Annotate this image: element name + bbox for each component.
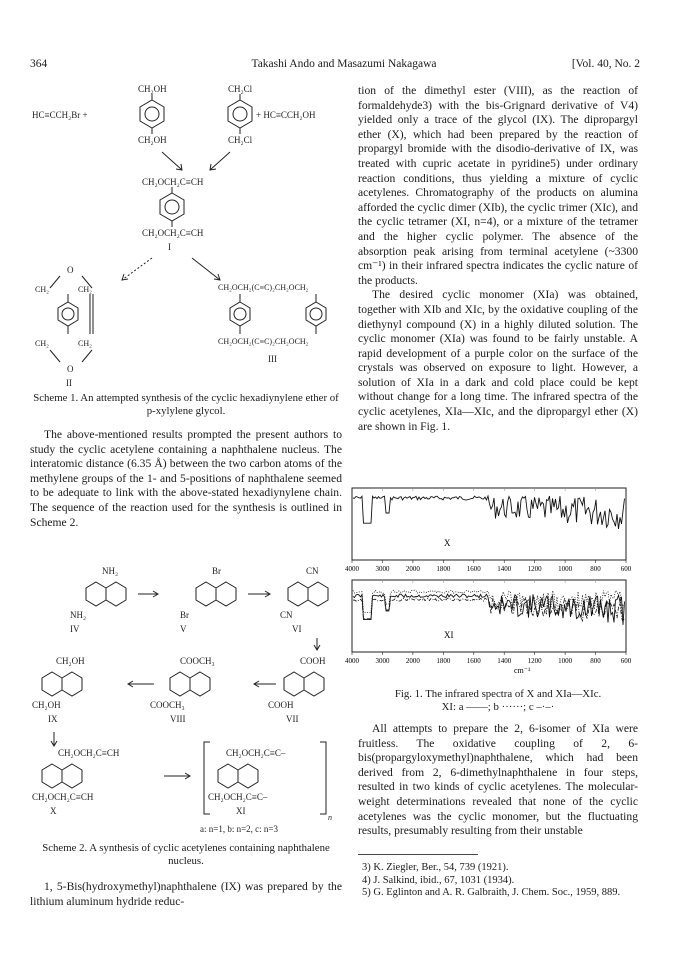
axis-unit: cm⁻¹	[514, 666, 531, 675]
sub-bottom-left: CH₂OH	[138, 135, 167, 145]
lower-left-paragraph	[30, 880, 342, 909]
arrow-to-I-right	[210, 152, 230, 170]
VI-top: CN	[306, 566, 319, 576]
II-ch2-2: CH₂	[78, 285, 92, 294]
axis-ticks-X	[345, 560, 632, 573]
label-VII: VII	[286, 714, 299, 724]
axis-tick-label: 1000	[558, 565, 573, 573]
arrow-to-I-left	[162, 152, 182, 170]
II-ch2-4: CH₂	[78, 339, 92, 348]
label-VI: VI	[292, 624, 302, 634]
scheme2-diagram	[30, 560, 350, 838]
figure1-spectra	[345, 484, 638, 676]
reference-5: 5) G. Eglinton and A. R. Galbraith, J. Chem. Soc., 1959, 889.	[362, 887, 621, 898]
right-column-text	[358, 84, 638, 434]
axis-tick-label: 1200	[527, 565, 542, 573]
XI-top: CH₂OCH₂C≡C–	[226, 748, 286, 758]
axis-tick-label: 4000	[345, 657, 359, 665]
axis-tick-label: 1600	[466, 565, 481, 573]
figure1-caption	[358, 688, 638, 714]
II-ch2-3: CH₂	[35, 339, 49, 348]
volume-info: [Vol. 40, No. 2	[571, 58, 640, 70]
lower-left-paragraph-text: 1, 5-Bis(hydroxymethyl)naphthalene (IX) was prepared by the lithium aluminum hydride reduc-	[30, 880, 342, 908]
benzene-ring-II	[58, 302, 78, 326]
scheme2-caption: Scheme 2. A synthesis of cyclic acetylenes containing naphthalene nucleus.	[42, 842, 330, 867]
III-bottom-chain: CH₂OCH₂(C≡C)₂CH₂OCH₂	[218, 337, 309, 346]
naphthalene-VIII	[170, 672, 210, 696]
II-oxygen-top: O	[67, 265, 74, 275]
VIII-top: COOCH₃	[180, 656, 215, 666]
axis-tick-label: 600	[620, 657, 632, 665]
reagent-propargyl-bromide: HC≡CCH₂Br +	[32, 110, 88, 120]
dashed-arrow-to-II	[122, 258, 152, 280]
axis-tick-label: 800	[590, 565, 601, 573]
naphthalene-XI	[218, 764, 258, 788]
scheme1-caption: Scheme 1. An attempted synthesis of the cyclic hexadiynylene ether of p-xylylene glycol.	[33, 392, 339, 417]
sub-top-right: CH₂Cl	[228, 84, 253, 94]
sub-top-left: CH₂OH	[138, 84, 167, 94]
axis-tick-label: 2000	[405, 565, 420, 573]
label-VIII: VIII	[170, 714, 186, 724]
compound-label-III: III	[268, 354, 277, 364]
figure1-caption-line2: XI: a ——; b ······; c –·–·	[441, 701, 555, 713]
axis-tick-label: 1000	[558, 657, 573, 665]
spectrum-label-X: X	[444, 538, 451, 548]
naphthalene-IV	[86, 582, 126, 606]
axis-tick-label: 1800	[436, 565, 451, 573]
IV-bottom: NH₂	[70, 610, 87, 620]
naphthalene-VII	[284, 672, 324, 696]
compound-label-II: II	[66, 378, 72, 388]
bracket-left	[204, 742, 210, 814]
reagent-propargyl-alcohol: + HC≡CCH₂OH	[256, 110, 316, 120]
benzene-ring-III-left	[230, 302, 250, 326]
X-top: CH₂OCH₂C≡CH	[58, 748, 120, 758]
references	[362, 862, 638, 900]
spectrum-label-XI: XI	[444, 630, 454, 640]
intro-paragraph	[30, 428, 342, 530]
naphthalene-VI	[288, 582, 328, 606]
sub-bottom-right: CH₂Cl	[228, 135, 253, 145]
IV-top: NH₂	[102, 566, 119, 576]
II-oxygen-bottom: O	[67, 364, 74, 374]
V-top: Br	[212, 566, 221, 576]
running-authors: Takashi Ando and Masazumi Nakagawa	[251, 58, 437, 70]
V-bottom: Br	[180, 610, 189, 620]
VI-bottom: CN	[280, 610, 293, 620]
axis-tick-label: 1600	[466, 657, 481, 665]
naphthalene-X	[42, 764, 82, 788]
XI-bottom: CH₂OCH₂C≡C–	[208, 792, 268, 802]
axis-tick-label: 3000	[375, 657, 390, 665]
label-IX: IX	[48, 714, 58, 724]
axis-tick-label: 1400	[497, 657, 512, 665]
reference-3: 3) K. Ziegler, Ber., 54, 739 (1921).	[362, 862, 509, 873]
right-para-3: All attempts to prepare the 2, 6-isomer of XIa were fruitless. The oxidative coupling of 2, 6-bis(propargyloxymethyl)naphthalene, which had been derived from 2, 6-dimethylnaphthalene in four steps, resulted in two kinds of cyclic acetylenes. The molecular-weight determinations revealed that none of the cyclic acetylenes was the cyclic monomer, but the fluctuating results, presumably resulting from their unstable	[358, 722, 638, 838]
naphthalene-V	[196, 582, 236, 606]
label-XI: XI	[236, 806, 246, 816]
bracket-right	[320, 742, 326, 814]
benzene-ring-left	[140, 100, 164, 128]
axis-tick-label: 1800	[436, 657, 451, 665]
axis-tick-label: 800	[590, 657, 601, 665]
footnote-rule	[358, 854, 478, 855]
spectrum-X-frame	[352, 488, 626, 560]
page-number: 364	[30, 58, 48, 70]
IX-bottom: CH₂OH	[32, 700, 61, 710]
II-ch2-1: CH₂	[35, 285, 49, 294]
right-lower-paragraph	[358, 722, 638, 839]
scheme1-diagram	[30, 80, 350, 392]
VIII-bottom: COOCH₃	[150, 700, 185, 710]
benzene-ring-I	[160, 193, 184, 221]
III-top-chain: CH₂OCH₂(C≡C)₂CH₂OCH₂	[218, 283, 309, 292]
label-IV: IV	[70, 624, 80, 634]
axis-ticks-XI	[345, 652, 632, 665]
naphthalene-IX	[42, 672, 82, 696]
X-bottom: CH₂OCH₂C≡CH	[32, 792, 94, 802]
axis-tick-label: 2000	[405, 657, 420, 665]
compound-label-I: I	[168, 242, 171, 252]
axis-tick-label: 1400	[497, 565, 512, 573]
subscript-n: n	[328, 813, 332, 822]
axis-tick-label: 3000	[375, 565, 390, 573]
reference-4: 4) J. Salkind, ibid., 67, 1031 (1934).	[362, 874, 515, 886]
benzene-ring-III-right	[306, 302, 326, 326]
I-top-substituent: CH₂OCH₂C≡CH	[142, 177, 204, 187]
label-V: V	[180, 624, 187, 634]
axis-tick-label: 4000	[345, 565, 359, 573]
n-values: a: n=1, b: n=2, c: n=3	[200, 824, 278, 834]
benzene-ring-right	[228, 100, 252, 128]
axis-tick-label: 600	[620, 565, 632, 573]
IX-top: CH₂OH	[56, 656, 85, 666]
I-bottom-substituent: CH₂OCH₂C≡CH	[142, 228, 204, 238]
VII-top: COOH	[300, 656, 326, 666]
axis-tick-label: 1200	[527, 657, 542, 665]
figure1-caption-line1: Fig. 1. The infrared spectra of X and XIa—XIc.	[394, 688, 602, 700]
right-para-2: The desired cyclic monomer (XIa) was obtained, together with XIb and XIc, by the oxidative coupling of the diethynyl compound (X) in a highly diluted solution. The cyclic monomer (XIa) was found to be fairly unstable. A rapid development of a purple color on the surface of the crystals was observed on exposure to light. However, a solution of XIa in a dark and cold place could be kept without change for a long time. The infrared spectra of the cyclic acetylenes, XIa—XIc, and the dipropargyl ether (X) are shown in Fig. 1.	[358, 288, 638, 433]
spectrum-X-trace	[353, 496, 625, 529]
arrow-to-III	[192, 258, 220, 280]
VII-bottom: COOH	[268, 700, 294, 710]
right-para-1: tion of the dimethyl ester (VIII), as the reaction of formaldehyde3) with the bis-Grignard derivative of V4) yielded only a trace of the glycol (IX). The dipropargyl ether (X), which had been prepared by the reaction of propargyl bromide with the disodio-derivative of IX, was treated with cupric acetate in pyridine5) under ordinary reaction conditions, thus yielding a mixture of cyclic acetylenes. Chromatography of the products on alumina afforded the cyclic dimer (XIb), the cyclic trimer (XIc), and the cyclic tetramer (XI, n=4), or a mixture of the tetramer and the higher cyclic polymer. The absence of the absorption peak arising from terminal acetylene (~3300 cm⁻¹) in their infrared spectra indicates the cyclic nature of the products.	[358, 84, 638, 287]
intro-paragraph-text: The above-mentioned results prompted the present authors to study the cyclic acetylene containing a naphthalene nucleus. The interatomic distance (6.35 Å) between the two carbon atoms of the methylene groups of the 1- and 5-positions of naphthalene seemed to be adequate to link with the above-stated hexadiynylene chain. The sequence of the reaction used for the synthesis is outlined in Scheme 2.	[30, 428, 342, 529]
label-X: X	[50, 806, 57, 816]
